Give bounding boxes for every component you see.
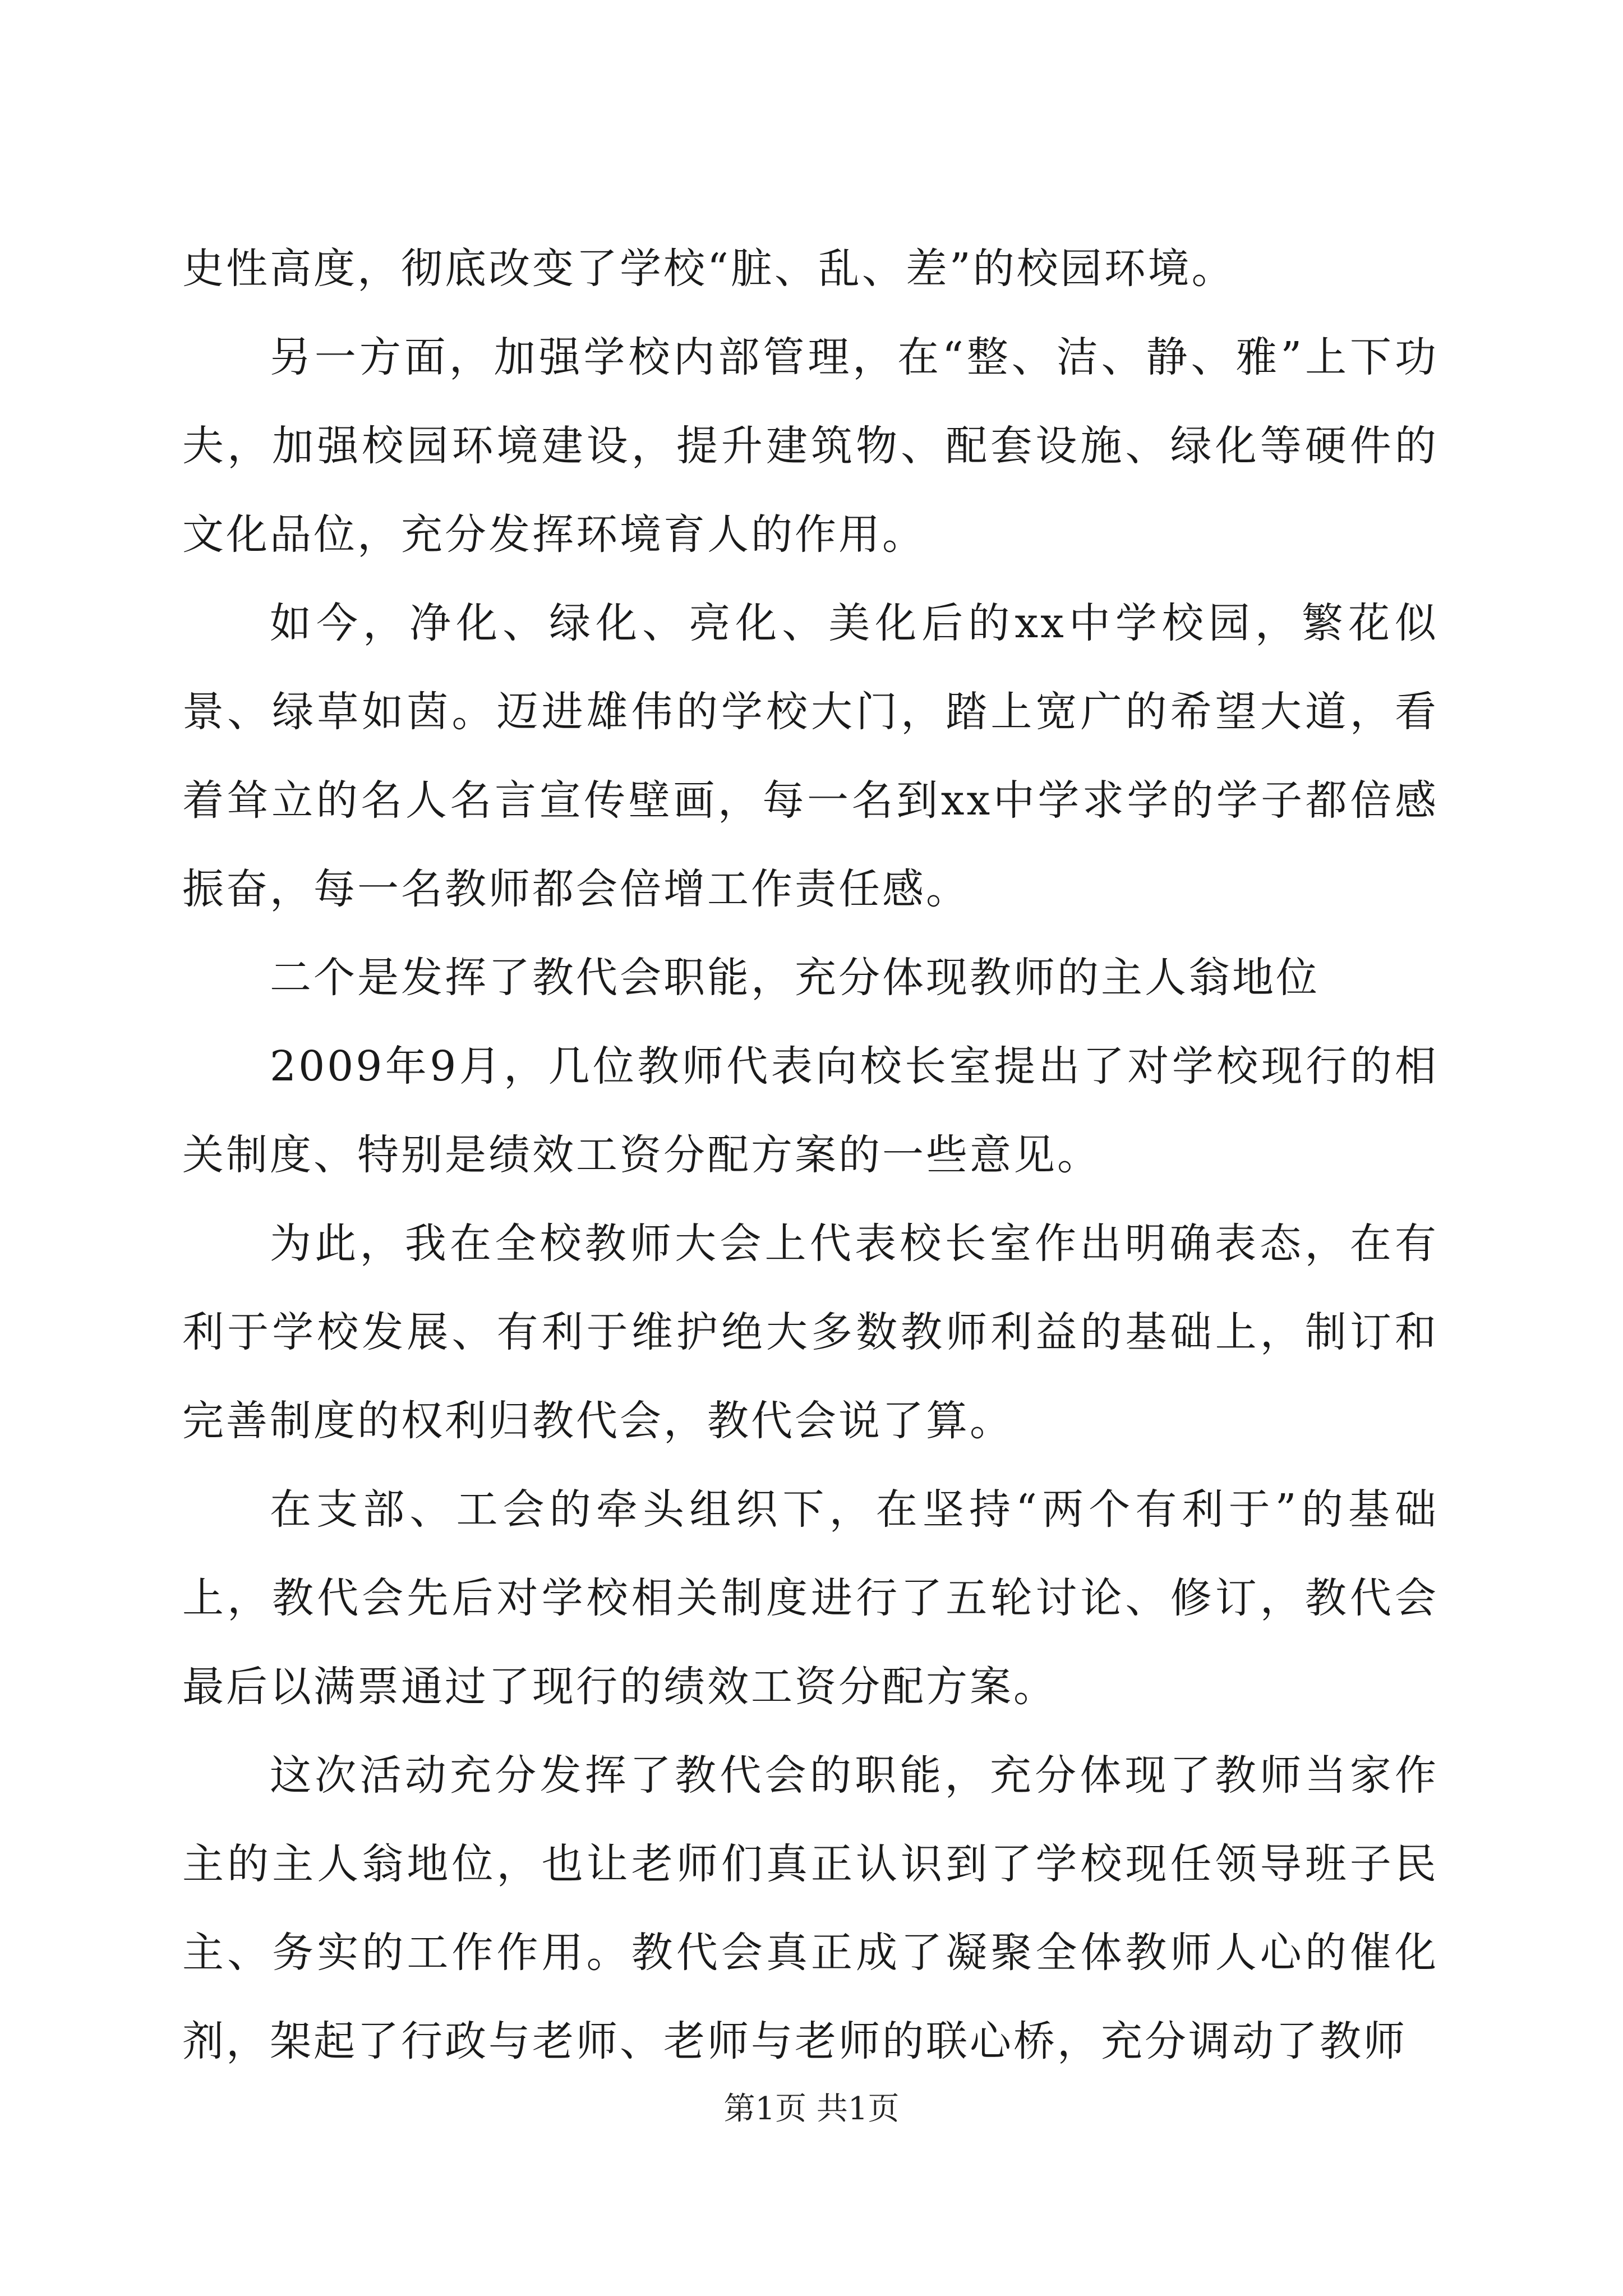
paragraph-4-heading: 二个是发挥了教代会职能，充分体现教师的主人翁地位 [270,954,1320,1002]
document-body [182,224,1438,2086]
page-footer: 第1页 共1页 [723,2091,900,2127]
paragraph-8: 这次活动充分发挥了教代会的职能，充分体现了教师当家作主的主人翁地位，也让老师们真正认识到了学校现任领导班子民主、务实的工作作用。教代会真正成了凝聚全体教师人心的催化剂，架起了行政与老师、老师与老师的联心桥，充分调动了教师 [182,1751,1438,2065]
paragraph-2: 另一方面，加强学校内部管理，在“整、洁、静、雅”上下功夫，加强校园环境建设，提升建筑物、配套设施、绿化等硬件的文化品位，充分发挥环境育人的作用。 [182,333,1438,559]
paragraph-6: 为此，我在全校教师大会上代表校长室作出明确表态，在有利于学校发展、有利于维护绝大多数教师利益的基础上，制订和完善制度的权利归教代会，教代会说了算。 [182,1220,1438,1445]
paragraph-1: 史性高度，彻底改变了学校“脏、乱、差”的校园环境。 [182,245,1235,293]
paragraph-3: 如今，净化、绿化、亮化、美化后的xx中学校园，繁花似景、绿草如茵。迈进雄伟的学校大门，踏上宽广的希望大道，看着耸立的名人名言宣传壁画，每一名到xx中学求学的学子都倍感振奋，每一名教师都会倍增工作责任感。 [182,599,1438,913]
paragraph-5: 2009年9月，几位教师代表向校长室提出了对学校现行的相关制度、特别是绩效工资分配方案的一些意见。 [182,1042,1438,1179]
paragraph-7: 在支部、工会的牵头组织下，在坚持“两个有利于”的基础上，教代会先后对学校相关制度进行了五轮讨论、修订，教代会最后以满票通过了现行的绩效工资分配方案。 [182,1485,1438,1711]
